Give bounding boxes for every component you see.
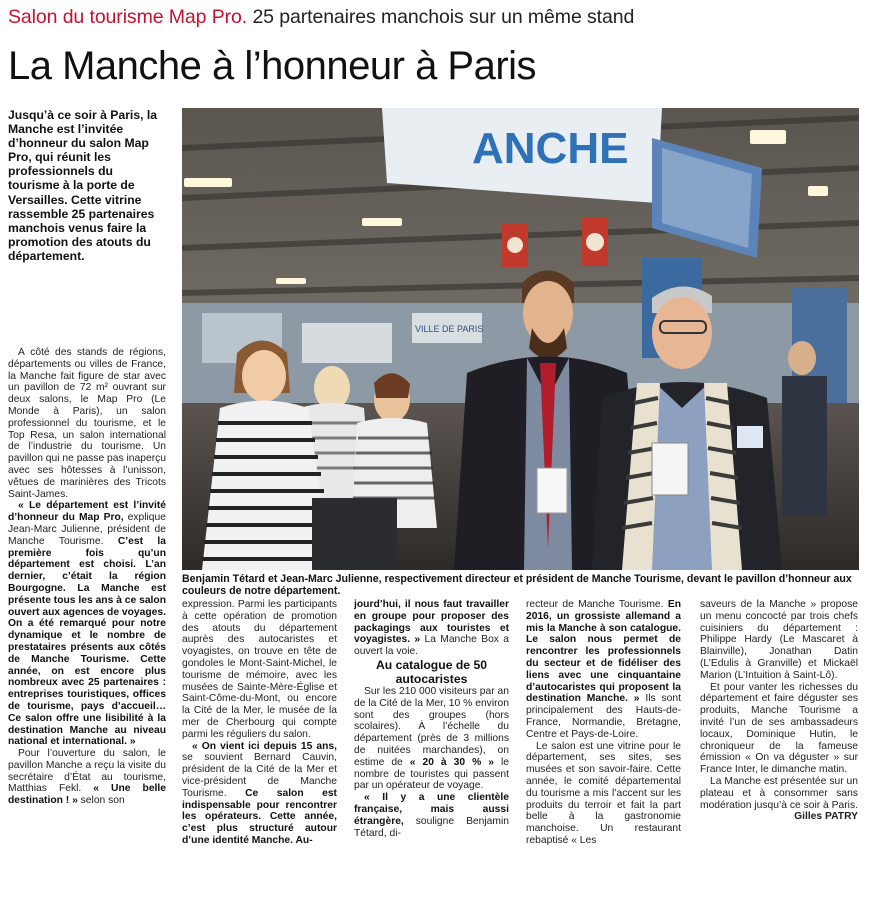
col2-quote-b: Ce salon est indispensable pour rencontrer les opérateurs. Cette année, c’est plus structuré autour d’une identité Manche. Au- [182, 787, 337, 846]
col2-quote-paragraph [182, 741, 337, 847]
col4-paragraph [526, 599, 681, 741]
col3-paragraph-3 [354, 792, 509, 839]
column-4 [526, 599, 681, 896]
col3-quote-b: « Il y a une clientèle française, mais aussi étrangère, [354, 792, 509, 827]
col1-quote-a: « Le département est l’invité d’honneur du Map Pro, [8, 500, 166, 524]
col3-subhead: Au catalogue de 50 autocaristes [375, 657, 488, 686]
photo-illustration [182, 108, 859, 570]
kicker [8, 6, 634, 29]
headline: La Manche à l’honneur à Paris [8, 44, 537, 88]
pole-text: VILLE DE PARIS [415, 324, 484, 334]
kicker-lead: Salon du tourisme Map Pro. [8, 6, 248, 28]
kicker-rest: 25 partenaires manchois sur un même stand [252, 6, 635, 28]
col5-paragraph-2: Et pour vanter les richesses du département et faire déguster ses produits, Manche Tourisme a invité l’un de ses ambassadeurs locaux, Dominique Hutin, le chroniqueur de la fameuse émission « On va déguster » sur France Inter, le dimanche matin. [700, 681, 858, 776]
column-5 [700, 599, 858, 896]
col4-paragraph-2: Le salon est une vitrine pour le département, ses sites, ses musées et son savoir-faire. Cette année, le comité départemental du tourisme a mis l’accent sur les produits du terroir et fait la part belle à la gastronomie manchoise. Un restaurant rebaptisé « Les [526, 740, 681, 846]
column-2 [182, 599, 337, 896]
col1-quote-paragraph [8, 500, 166, 748]
col4-quote: En 2016, un grossiste allemand a mis la Manche à son catalogue. Le salon nous permet de rencontrer les professionnels du secteur et de fidéliser des liens avec une cinquantaine d’autocaristes qui proposent la destination Manche. » [526, 599, 681, 705]
column-3 [354, 599, 509, 896]
chapo: Jusqu’à ce soir à Paris, la Manche est l’invitée d’honneur du salon Map Pro, qui réunit les professionnels du tourisme à la porte de Versailles. Cette vitrine rassemble 25 partenaires manchois venus faire la promotion des atouts du département. [8, 108, 158, 263]
col1-text-a: Pour l’ouverture du salon, le pavillon Manche a reçu la visite du secrétaire d’État au tourisme, Matthias Fekl. [8, 748, 166, 795]
col1-paragraph: À côté des stands de régions, départements ou villes de France, la Manche fait figure de star avec un pavillon de 72 m² ouvrant sur deux salons, le Map Pro (Le Monde à Paris), un salon professionnel du tourisme, et le Top Resa, un salon international de l’industrie du tourisme. Un pavillon qui ne passe pas inaperçu avec ses hôtesses à l’unisson, vêtues de marinières des Tricots Saint-James. [8, 347, 166, 500]
col3-paragraph [354, 599, 509, 658]
col5-paragraph: saveurs de la Manche » propose un menu concocté par trois chefs cuisiniers du département : Philippe Hardy (Le Mascaret à Blainville), Jonathan Datin (L’Edulis à Granville) et Mickaël Marion (L’Intuition à Saint-Lô). [700, 599, 858, 681]
col2-attribution: se souvient Bernard Cauvin, président de la Cité de la Mer et vice-président de Manche Tourisme. [182, 752, 337, 799]
col1-text-c: selon son [77, 795, 125, 807]
article-photo [182, 108, 859, 570]
col3-text: La Manche Box a ouvert la voie. [354, 634, 509, 658]
col2-quote-a: « On vient ici depuis 15 ans, [192, 740, 337, 752]
col3-text-c: le nombre de touristes qui passent par un opérateur de voyage. [354, 756, 509, 792]
col1-paragraph-3 [8, 748, 166, 807]
column-1 [8, 347, 166, 895]
col5-paragraph-3: La Manche est présentée sur un plateau et à consommer sans modération jusqu’à ce soir à Paris. [700, 775, 858, 811]
col3-attribution: souligne Benjamin Tétard, di- [354, 815, 509, 839]
photo-caption: Benjamin Tétard et Jean-Marc Julienne, respectivement directeur et président de Manche Tourisme, devant le pavillon d’honneur aux couleurs de notre département. [182, 573, 852, 598]
banner-text: ANCHE [472, 124, 629, 173]
col3-paragraph-2 [354, 686, 509, 792]
col2-paragraph: expression. Parmi les participants à cette opération de promotion des atouts du département auprès des autocaristes et voyagistes, on trouve en tête de gondoles le Mont-Saint-Michel, le tourisme de mémoire, avec les musées de Sainte-Mère-Église et Saint-Côme-du-Mont, ou encore la Cité de la Mer, le musée de la mer de Cherbourg qui compte parmi les réguliers du salon. [182, 599, 337, 740]
col3-text-a: Sur les 210 000 visiteurs par an de la Cité de la Mer, 10 % environ sont des groupes (hors scolaires). À l’échelle du département (près de 3 millions de nuitées marchandes), on estime de [354, 685, 509, 768]
col1-quote-b: C’est la première fois qu’un département est choisi. L’an dernier, c’était la région Bourgogne. La Manche est présente tous les ans à ce salon ouvert aux agences de voyages. On a été remarqué pour notre dynamique et le nombre de prestataires présents aux côtés de Manche Tourisme. Cette année, on est encore plus nombreux avec 25 partenaires : entreprises touristiques, offices de tourisme, pays d’accueil… Ce salon offre une lisibilité à la destination Manche au niveau national et international. » [8, 535, 166, 748]
col4-text-c: Ils sont principalement des Hauts-de-France, Normandie, Bretagne, Centre et Pays-de-Loire. [526, 693, 681, 740]
col3-figure: « 20 à 30 % » [409, 756, 494, 768]
col3-quote: jourd’hui, il nous faut travailler en groupe pour proposer des packagings aux touristes et voyagistes. » [354, 599, 509, 646]
author-signature: Gilles PATRY [794, 811, 858, 823]
col1-attribution: explique Jean-Marc Julienne, président de Manche Tourisme. [8, 512, 166, 547]
col4-text-a: recteur de Manche Tourisme. [526, 599, 668, 610]
col1-quote-c: « Une belle destination ! » [8, 783, 166, 807]
